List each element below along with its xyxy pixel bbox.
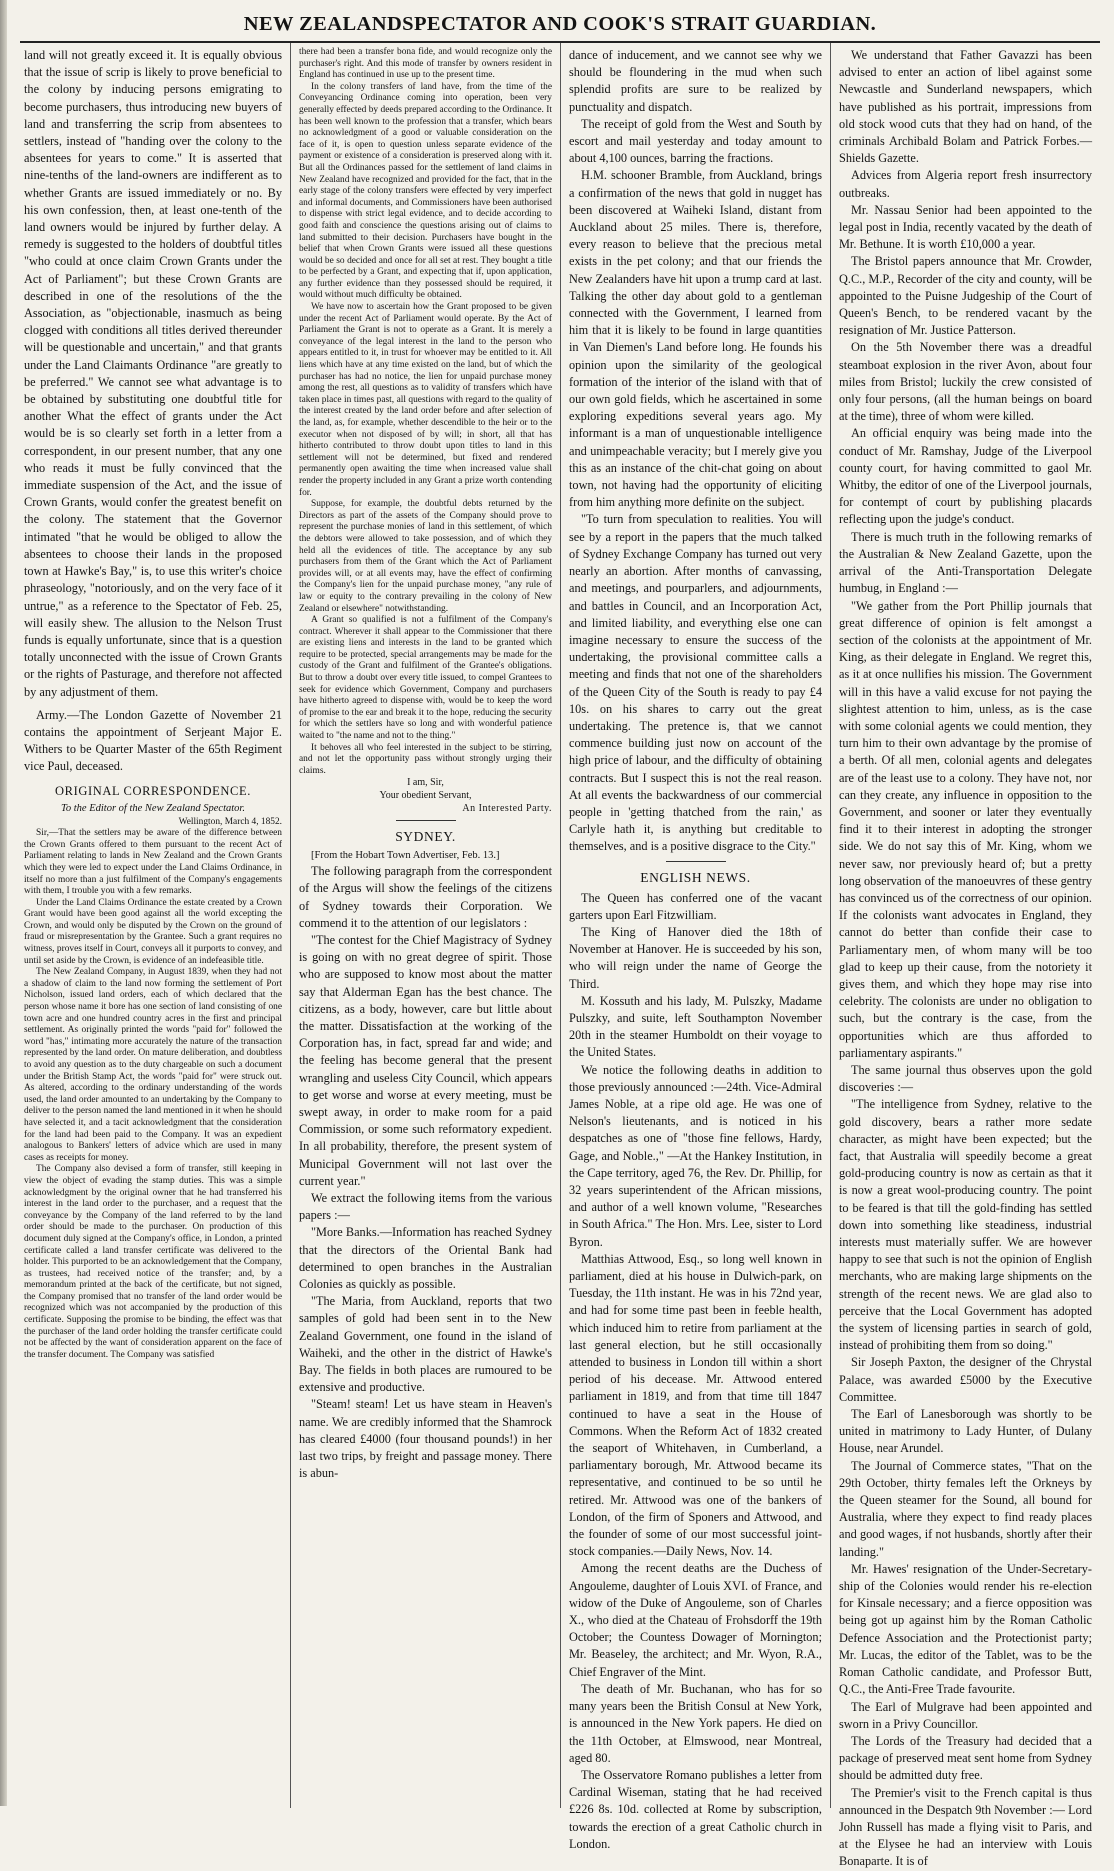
article-paragraph: The following paragraph from the correspondent of the Argus will show the feelings of the citizens of Sydney towards their Corporation. We commend it to the attention of our legislators :: [299, 864, 552, 930]
article-paragraph: H.M. schooner Bramble, from Auckland, brings a confirmation of the news that gold in nugget has been discovered at Waiheki Island, distant from Auckland about 25 miles. There is, therefore, every reason to believe that the precious metal exists in the pet colony; and that our friends the New Zealanders have hit upon a trump card at last. Talking the other day about gold to a gentleman connected with the Government, I learned from him that it is likely to be found in large quantities in Van Diemen's Land before long. He founds his opinion upon the similarity of the geological formation of the interior of the island with that of our own gold fields, which he ascertained in some exploring expeditions several years ago. My informant is a man of unquestionable intelligence and unimpeachable veracity; but I merely give you this as an instance of the chit-chat going on about town, not having had the opportunity of eliciting from him anything more definite on the subject.: [569, 168, 822, 510]
signature-line: I am, Sir,: [407, 777, 444, 789]
news-item: Among the recent deaths are the Duchess of Angouleme, daughter of Louis XVI. of France, and widow of the Duke of Angouleme, son of Charles X., who died at the Chateau of Frohsdorff the 19th October; the Countess Dowager of Mornington; Mr. Beaseley, the architect; and Mr. Wyon, R.A., Chief Engraver of the Mint.: [569, 1561, 822, 1679]
news-item: The Osservatore Romano publishes a letter from Cardinal Wiseman, stating that he had received £226 8s. 10d. collected at Rome by subscription, towards the erection of a great Catholic church in London.: [569, 1767, 822, 1851]
news-item: The Journal of Commerce states, "That on the 29th October, thirty females left the Orkneys by the Queen steamer for the Sound, all bound for Australia, where they expect to find ready places and good wages, if not husbands, shortly after their landing.": [839, 1458, 1092, 1559]
column-3: [560, 43, 830, 1851]
columns: [20, 43, 1100, 1869]
source-credit: [From the Hobart Town Advertiser, Feb. 13.]: [311, 850, 500, 862]
signature-line: Your obedient Servant,: [379, 790, 472, 801]
column-1: [20, 43, 290, 1808]
news-item: The Earl of Lanesborough was shortly to be united in matrimony to Lady Hunter, of Dulany House, near Arundel.: [839, 1407, 1092, 1456]
letter-paragraph: Sir,—That the settlers may be aware of the difference between the Crown Grants offered to them pursuant to the recent Act of Parliament relating to lands in New Zealand and the Crown Grants which they were led to expect under the Land Claims Ordinance, in itself no more than a just fulfilment of the Company's engagements with them, I trouble you with a few remarks.: [24, 828, 282, 897]
article-paragraph: "Steam! steam! Let us have steam in Heaven's name. We are credibly informed that the Shamrock has cleared £4000 (four thousand pounds!) in her last two trips, by freight and passage money. There is abun-: [299, 1397, 552, 1481]
letter-paragraph: The Company also devised a form of transfer, still keeping in view the object of evading the stamp duties. This was a simple acknowledgment by the original owner that he had transferred his interest in the land order to the purchaser, and a request that the conveyance by the Company of the land referred to by the land order should be made to the purchaser. On production of this document duly signed at the Company's office, in London, a printed certificate called a land transfer certificate was delivered to the holder. This purported to be an acknowledgement that the Company, as trustees, had received notice of the transfer; and, by a memorandum printed at the back of the certificate, but not signed, the Company promised that no transfer of the land order would be recognized which was not accompanied by the production of this certificate. Supposing the promise to be binding, the effect was that the purchaser of the land order holding the transfer certificate could not be affected by the want of consideration apparent on the face of the transfer document. The Company was satisfied: [24, 1164, 282, 1360]
article-paragraph: "The contest for the Chief Magistracy of Sydney is going on with no great degree of spirit. Those who are supposed to know most about the matter say that Alderman Egan has the best chance. The citizens, as a body, however, care but little about the matter. Dissatisfaction at the working of the Corporation has, in fact, spread far and wide; and the feeling has become general that the present wrangling and useless City Council, which appears to get worse and worse at every meeting, must be swept away, in order to make room for a paid Commission, or some such reformatory expedient. In all probability, therefore, the present system of Municipal Government will not last over the current year.": [299, 933, 552, 1188]
binding-edge: [0, 0, 7, 1806]
letter-paragraph: It behoves all who feel interested in the subject to be stirring, and not let the opportunity pass without strongly urging their claims.: [299, 742, 552, 776]
news-item: Mr. Hawes' resignation of the Under-Secretary-ship of the Colonies would render his re-election for Kinsale necessary; and a fierce opposition was being got up against him by the Roman Catholic Defence Association and the Protectionist party; Mr. Lucas, the editor of the Tablet, was to be the Roman Catholic candidate, and Professor Butt, Q.C., the Anti-Free Trade favourite.: [839, 1561, 1092, 1697]
article-paragraph: dance of inducement, and we cannot see why we should be floundering in the mud when such splendid profits are sure to be realized by punctuality and dispatch.: [569, 48, 822, 114]
news-item: The Bristol papers announce that Mr. Crowder, Q.C., M.P., Recorder of the city and county, will be appointed to the Puisne Judgeship of the Court of Queen's Bench, to be rendered vacant by the resignation of Mr. Justice Patterson.: [839, 254, 1092, 338]
section-heading: ENGLISH NEWS.: [640, 869, 751, 885]
letter-paragraph: We have now to ascertain how the Grant proposed to be given under the recent Act of Parliament would operate. By the Act of Parliament the Grant is not to operate as a Grant. It is merely a conveyance of the legal interest in the land to the person who appears entitled to it, in trust for whoever may be entitled to it. All liens which have at any time existed on the land, but of which the purchaser has had no notice, the lien for unpaid purchase money among the rest, all questions as to validity of transfers which have taken place in times past, all questions with regard to the quality of the interest created by the land order before and after selection of the land, as, for example, whether descendible to the heir or to the executor when not disposed of by will; in short, all that has hitherto contributed to throw doubt upon titles to land in this settlement will not be determined, but fixed and rendered permanently open awaiting the time when increased value shall render the property included in any Grant a prize worth contending for.: [299, 302, 552, 498]
article-paragraph: "The Maria, from Auckland, reports that two samples of gold had been sent in to the New Zealand Government, one found in the island of Waiheki, and the other in the district of Hawke's Bay. The fields in both places are rumoured to be extensive and productive.: [299, 1294, 552, 1395]
news-item: Sir Joseph Paxton, the designer of the Chrystal Palace, was awarded £5000 by the Executive Committee.: [839, 1355, 1092, 1404]
news-item: An official enquiry was being made into the conduct of Mr. Ramshay, Judge of the Liverpool county court, for having committed to gaol Mr. Whitby, the editor of one of the Liverpool journals, for contempt of court by publishing placards reflecting upon the judge's conduct.: [839, 426, 1092, 527]
letter-paragraph: A Grant so qualified is not a fulfilment of the Company's contract. Wherever it shall appear to the Commissioner that there are existing liens and interests in the land to be granted which require to be protected, special arrangements may be made for the custody of the Grant and fulfilment of the Grantee's obligations. But to throw a doubt over every title issued, to compel Grantees to seek for evidence which Government, Company and purchasers have hitherto agreed to dispense with, would be to keep the word of promise to the ear and break it to the hope, reducing the security for which the settlers have so long and with wonderful patience waited to "the name and not to the thing.": [299, 615, 552, 742]
news-item: "We gather from the Port Phillip journals that great difference of opinion is felt amongst a section of the colonists at the appointment of Mr. King, as their delegate in England. We regret this, as it at once nullifies his mission. The Government will in this have a valid excuse for not paying the slightest attention to him, unless, as is the case with some colonial agents we could mention, they turn him to their own advantage by the promise of a berth. Of all men, colonial agents and delegates are of the least use to a colony. They have not, nor can they create, any influence in opposition to the Government, and sooner or later they eventually find it to their interest in adopting the stronger side. We do not say this of Mr. King, whom we never saw, nor previously heard of; but a pretty long observation of the manoeuvres of these gentry has convinced us of the correctness of our opinion. If the colonists want advocates in England, they cannot do better than confide their case to Parliamentary men, of whom many will be too glad to keep up their cause, from the notoriety it gives them, and which they hope may rise into celebrity. The colonists are under no obligation to such, but the contrary is the case, from the opportunities which are thus afforded to parliamentary aspirants.": [839, 598, 1092, 1060]
news-item: Advices from Algeria report fresh insurrectory outbreaks.: [839, 168, 1092, 200]
divider: [666, 861, 726, 862]
letter-paragraph: In the colony transfers of land have, from the time of the Conveyancing Ordinance coming into operation, been very generally effected by deeds prepared according to the Ordinance. It has been well known to the profession that a transfer, which bears no acknowledgment of a good or valuable consideration on the face of it, is open to question unless separate evidence of the payment or existence of a consideration is preserved along with it. But all the Ordinances passed for the settlement of land claims in New Zealand have recognized and provided for the fact, that in the early stage of the colony transfers were effected by very imperfect and informal documents, and Commissioners have been authorised to dispense with strict legal evidence, and to decide according to good faith and conscience the questions arising out of claims to land submitted to their decision. Purchasers have bought in the belief that when Crown Grants were issued all these questions would be so decided and once for all set at rest. They bought a title to be perfected by a Grant, and expecting that if, upon application, any further evidence than they possessed should be required, it would without much difficulty be obtained.: [299, 81, 552, 301]
letter-dateline: Wellington, March 4, 1852.: [178, 816, 282, 827]
letter-paragraph: there had been a transfer bona fide, and would recognize only the purchaser's right. And this mode of transfer by owners resident in England has continued in use up to the present time.: [299, 47, 552, 81]
section-heading: ORIGINAL CORRESPONDENCE.: [55, 783, 251, 798]
article-paragraph: land will not greatly exceed it. It is equally obvious that the issue of scrip is likely to prove beneficial to the colony by inducing persons emigrating to become purchasers, thus introducing new buyers of land and transferring the scrip from absentees to settlers, instead of "handing over the colony to the absentees for years to come." It is asserted that nine-tenths of the land-owners are indifferent as to whether Grants are issued immediately or no. By his own confession, then, at least one-tenth of the land owners would be injured by further delay. A remedy is suggested to the holders of doubtful titles "who could at once claim Crown Grants under the Act of Parliament"; but these Crown Grants are described in one of the resolutions of the the Association, as "objectionable, inasmuch as being clogged with conditions all titles derived thereunder will be questionable and uncertain," and that grants under the Land Claimants Ordinance "are greatly to be preferred." We cannot see what advantage is to be obtained by substituting one doubtful title for another What the effect of grants under the Act would be is so clearly set forth in a letter from a correspondent, in our present number, that any one who reads it must be fully convinced that the immediate suspension of the Act, and the issue of Crown Grants, would confer the greatest benefit on the colony. The statement that the Governor intimated "that he would be obliged to allow the absentees to choose their lands in the proposed town at Hawke's Bay," is, to use this writer's choice phraseology, "notoriously, and on the very face of it untrue," as a reference to the Spectator of Feb. 25, will easily shew. The allusion to the Nelson Trust funds is equally unfortunate, since that is a question totally unconnected with the issue of Crown Grants or the rights of Pasturage, and therefore not affected by any adjustment of them.: [24, 48, 282, 699]
news-item: Matthias Attwood, Esq., so long well known in parliament, died at his house in Dulwich-park, on Tuesday, the 11th instant. He was in his 72nd year, and had for some time past been in feeble health, which induced him to retire from parliament at the last general election, but he still occasionally attended to business in London till within a short period of his decease. Mr. Attwood entered parliament in 1819, and from that time till 1847 continued to have a seat in the House of Commons. When the Reform Act of 1832 created the seaport of Whitehaven, in Cumberland, a parliamentary borough, Mr. Attwood became its representative, and continued to be so until he retired. Mr. Attwood was one of the bankers of London, of the firm of Sponers and Attwood, and the founder of some of our most successful joint-stock companies.—Daily News, Nov. 14.: [569, 1251, 822, 1559]
letter-paragraph: The New Zealand Company, in August 1839, when they had not a shadow of claim to the land now forming the settlement of Port Nicholson, issued land orders, each of which declared that the person whose name it bore has one section of land consisting of one town acre and one hundred country acres in the first and principal settlement. As originally printed the words "paid for" followed the word "has," intimating more accurately the nature of the transaction represented by the land order. On mature deliberation, and doubtless to avoid any question as to the duty chargeable on such a document under the British Stamp Act, the words "paid for" were struck out. As altered, according to the ordinary understanding of the words used, the land order amounted to an undertaking by the Company to deliver to the person named the land mentioned in it when he should have selected it, and a tacit acknowledgment that the consideration for the land had been paid to the Company. It was an expedient analogous to Bankers' letters of advice which are used in many cases as receipts for money.: [24, 967, 282, 1163]
divider: [396, 820, 456, 821]
army-notice: Army.—The London Gazette of November 21 contains the appointment of Serjeant Major E. Withers to be Quarter Master of the 65th Regiment vice Paul, deceased.: [24, 707, 282, 774]
news-item: The Queen has conferred one of the vacant garters upon Earl Fitzwilliam.: [569, 890, 822, 922]
article-paragraph: "More Banks.—Information has reached Sydney that the directors of the Oriental Bank had determined to open branches in the Australian Colonies as quickly as possible.: [299, 1225, 552, 1292]
news-item: The King of Hanover died the 18th of November at Hanover. He is succeeded by his son, who will reign under the name of George the Third.: [569, 924, 822, 991]
column-2: [290, 43, 560, 1808]
news-item: The Premier's visit to the French capital is thus announced in the Despatch 9th November :— Lord John Russell has made a flying visit to Paris, and at the Elysee he had an interview with Louis Bonaparte. It is of: [839, 1785, 1092, 1869]
news-item: Mr. Nassau Senior had been appointed to the legal post in India, recently vacated by the death of Mr. Bethune. It is worth £10,000 a year.: [839, 202, 1092, 252]
news-item: On the 5th November there was a dreadful steamboat explosion in the river Avon, about four miles from Bristol; luckily the crew consisted of only four persons, (all the human beings on board at the time), three of whom were killed.: [839, 340, 1092, 424]
article-paragraph: We extract the following items from the various papers :—: [299, 1191, 552, 1223]
news-item: We understand that Father Gavazzi has been advised to enter an action of libel against some Newcastle and Sunderland newspapers, which have published as his portrait, impressions from old stock wood cuts that they had on hand, of the criminals Archibald Bolam and Patrick Forbes.—Shields Gazette.: [839, 48, 1092, 166]
news-item: "The intelligence from Sydney, relative to the gold discovery, bears a rather more sedate character, as might have been expected; but the fact, that Australia will speedily become a great gold-producing country is now as certain as that it is now a great wool-producing country. The point to be feared is that till the gold-finding has settled down into something like steadiness, industrial interests must materially suffer. We are however happy to see that such is not the opinion of English merchants, who are making large shipments on the strength of the recent news. We are glad also to perceive that the Local Government has adopted the system of licensing parties in search of gold, instead of prohibiting them from so doing.": [839, 1097, 1092, 1353]
masthead: NEW ZEALANDSPECTATOR AND COOK'S STRAIT GUARDIAN.: [20, 10, 1100, 43]
column-4: [830, 43, 1100, 1869]
letter-paragraph: Suppose, for example, the doubtful debts returned by the Directors as part of the assets of the Company should prove to represent the purchase monies of land in this settlement, of which the debtors were allowed to take possession, and of which they held all the evidences of title. The acceptance by any sub purchasers from them of the Grant which the Act of Parliament provides will, or at all events may, have the effect of confirming the Company's lien for the unpaid purchase money, "any rule of law or equity to the contrary prevailing in the colony of New Zealand or elsewhere" notwithstanding.: [299, 499, 552, 614]
news-item: The same journal thus observes upon the gold discoveries :—: [839, 1062, 1092, 1095]
news-item: The Earl of Mulgrave had been appointed and sworn in a Privy Councillor.: [839, 1699, 1092, 1731]
news-item: The death of Mr. Buchanan, who has for so many years been the British Consul at New York, is announced in the New York papers. He died on the 11th October, at Elmswood, near Montreal, aged 80.: [569, 1681, 822, 1765]
news-item: The Lords of the Treasury had decided that a package of preserved meat sent home from Sydney should be admitted duty free.: [839, 1733, 1092, 1783]
section-heading: SYDNEY.: [395, 829, 456, 845]
news-item: M. Kossuth and his lady, M. Pulszky, Madame Pulszky, and suite, left Southampton November 20th in the steamer Humboldt on their voyage to the United States.: [569, 993, 822, 1060]
article-paragraph: "To turn from speculation to realities. You will see by a report in the papers that the much talked of Sydney Exchange Company has turned out very nearly an abortion. After months of canvassing, and meetings, and pourparlers, and adjournments, and battles in Council, and an Incorporation Act, and limited liability, and everything else one can imagine necessary to ensure the success of the undertaking, the provisional committee calls a meeting and finds that not one of the shareholders of the Queen City of the South is ready to pay £4 10s. on his shares to carry out the great undertaking. The pretence is, that we cannot commence building just now on account of the high price of labour, and the difficulty of obtaining contracts. But I suspect this is not the real reason. At all events the backwardness of our commercial people in 'getting thatched from the rain,' as Carlyle hath it, is anything but creditable to themselves, and is a positive disgrace to the City.": [569, 512, 822, 854]
signature-name: An Interested Party.: [462, 802, 552, 814]
news-item: There is much truth in the following remarks of the Australian & New Zealand Gazette, upon the arrival of the Anti-Transportation Delegate humbug, in England :—: [839, 529, 1092, 596]
letter-paragraph: Under the Land Claims Ordinance the estate created by a Crown Grant would have been good against all the world excepting the Crown, and would only be disputed by the Crown on the ground of fraud or misrepresentation by the Grantee. Such a grant requires no witness, proves itself in Court, conveys all it purports to convey, and until set aside by the Crown, is evidence of an indefeasible title.: [24, 897, 282, 966]
article-paragraph: The receipt of gold from the West and South by escort and mail yesterday and today amount to about 4,100 ounces, barring the fractions.: [569, 116, 822, 166]
letter-address: To the Editor of the New Zealand Spectator.: [61, 802, 245, 814]
news-item: We notice the following deaths in addition to those previously announced :—24th. Vice-Admiral James Noble, at a ripe old age. He was one of Nelson's lieutenants, and is noticed in his despatches as one of "those fine fellows, Hardy, Gage, and Noble.," —At the Hankey Institution, in the Cape territory, aged 76, the Rev. Dr. Phillip, for 32 years superintendent of the African missions, and author of a well known volume, "Researches in South Africa." The Hon. Mrs. Lee, sister to Lord Byron.: [569, 1062, 822, 1249]
